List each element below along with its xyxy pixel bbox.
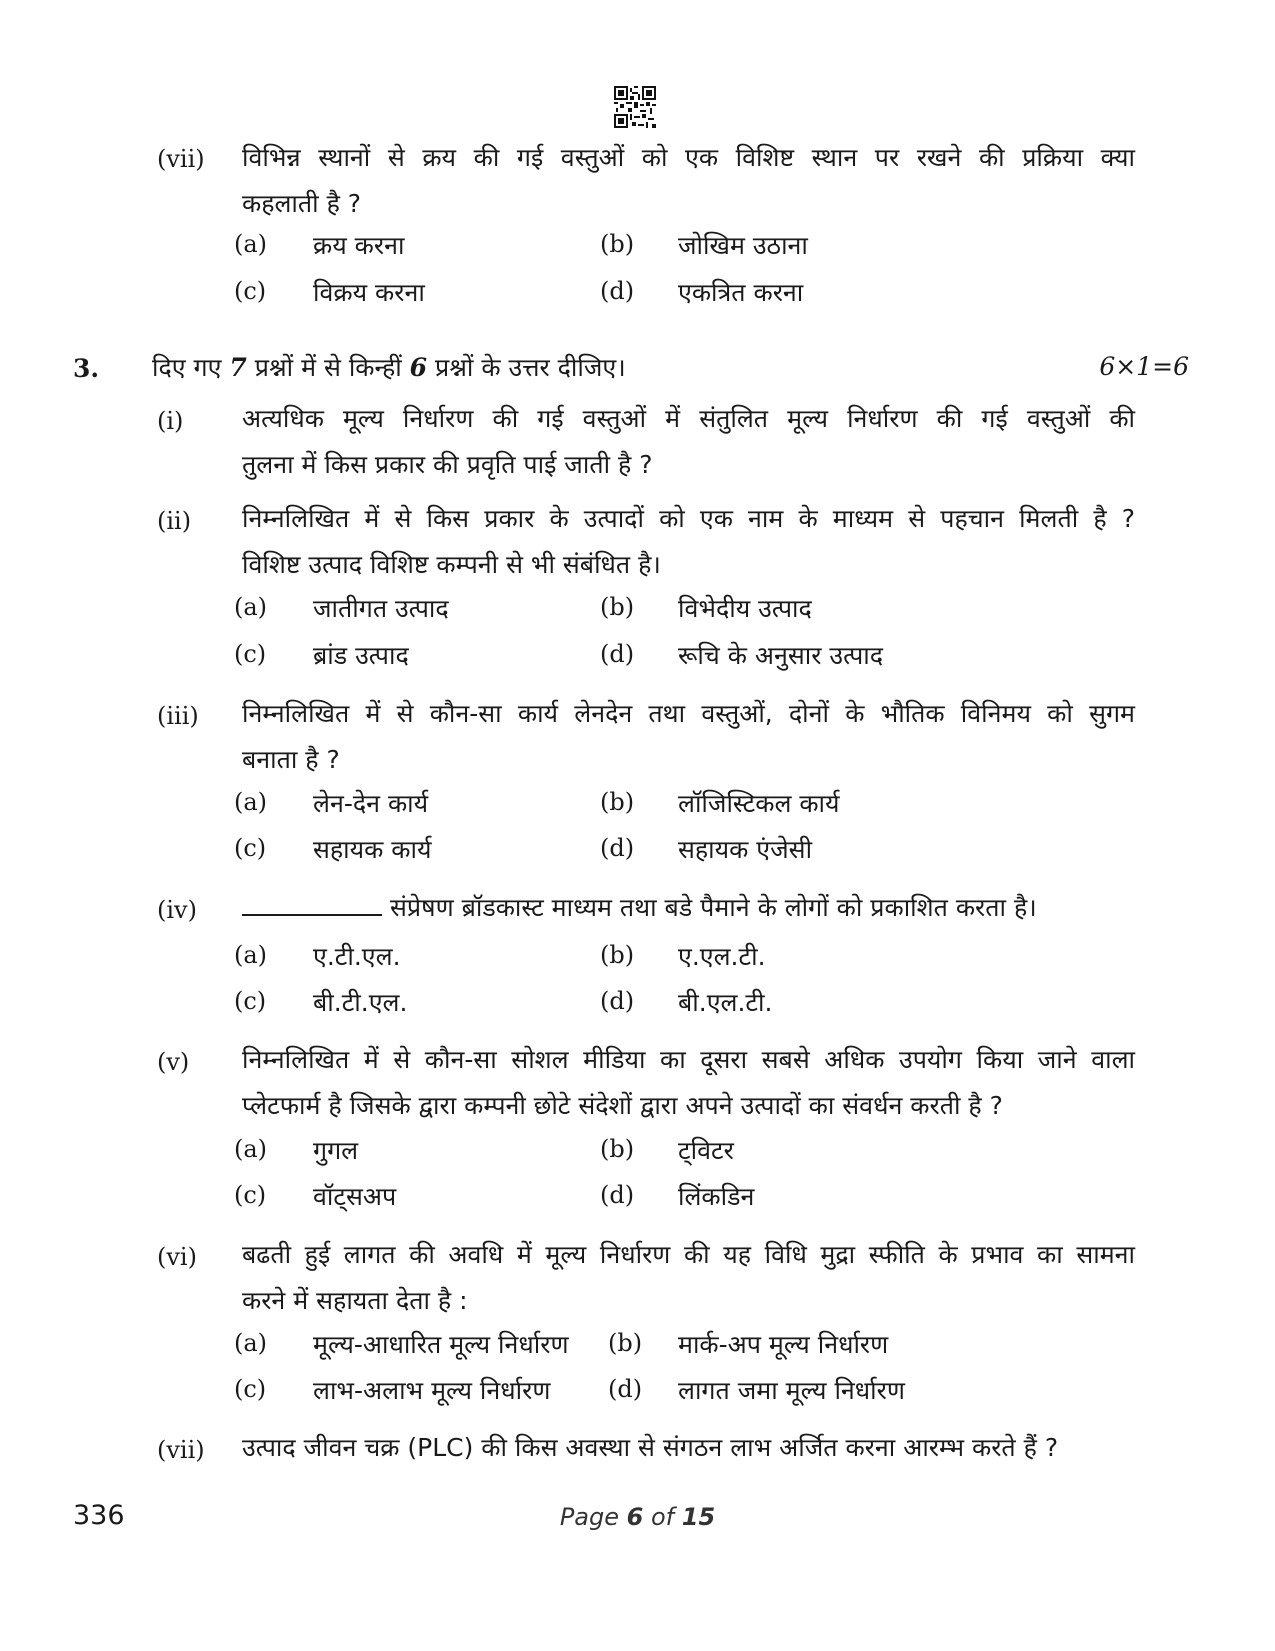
section-instruction: दिए गए 7 प्रश्नों में से किन्हीं 6 प्रश्नों के उत्तर दीजिए। [152,353,626,382]
question-line: अत्यधिक मूल्य निर्धारण की गई वस्तुओं में संतुलित मूल्य निर्धारण की गई वस्तुओं की [242,404,1135,433]
option-label: (d) [600,1181,635,1209]
option-label: (c) [234,640,267,668]
option-text: क्रय करना [313,231,405,260]
option-text: ए.एल.टी. [678,942,766,971]
option-label: (b) [600,788,635,816]
qr-code [614,86,656,128]
question-line: बढती हुई लागत की अवधि में मूल्य निर्धारण की यह विधि मुद्रा स्फीति के प्रभाव का सामना [242,1240,1135,1269]
option-label: (a) [234,1329,268,1357]
question-text [242,1425,1135,1471]
option-text: ए.टी.एल. [313,942,401,971]
option-text: लिंकडिन [678,1182,755,1211]
option-label: (c) [234,834,267,862]
option-text: बी.टी.एल. [313,988,408,1017]
question-line: निम्नलिखित में से कौन-सा कार्य लेनदेन तथा वस्तुओं, दोनों के भौतिक विनिमय को सुगम [242,699,1135,728]
option-text: बी.एल.टी. [678,988,773,1017]
option-label: (b) [600,230,635,258]
option-label: (c) [234,987,267,1015]
option-text: रूचि के अनुसार उत्पाद [678,641,884,670]
option-label: (d) [608,1375,643,1403]
section-number: 3. [73,354,100,383]
question-number: (vii) [157,145,205,173]
question-line: कहलाती है ? [242,189,362,218]
option-label: (d) [600,640,635,668]
question-line: तुलना में किस प्रकार की प्रवृति पाई जाती है ? [242,450,653,479]
option-text: जातीगत उत्पाद [313,594,449,623]
question-number: (vi) [157,1243,197,1271]
question-line: विशिष्ट उत्पाद विशिष्ट कम्पनी से भी संबंधित है। [242,550,661,579]
question-line: करने में सहायता देता है : [242,1286,468,1315]
option-text: ब्रांड उत्पाद [313,641,409,670]
option-text: सहायक कार्य [313,835,432,864]
option-label: (b) [600,941,635,969]
question-number: (vii) [157,1436,205,1464]
option-label: (a) [234,1135,268,1163]
question-number: (iv) [157,896,197,924]
option-text: सहायक एंजेसी [678,835,813,864]
option-label: (a) [234,593,268,621]
option-text: लेन-देन कार्य [313,789,429,818]
option-text: गुगल [313,1136,359,1165]
option-text: एकत्रित करना [678,278,804,307]
option-text: विक्रय करना [313,278,425,307]
option-text: लॉजिस्टिकल कार्य [678,789,840,818]
question-number: (ii) [157,507,192,535]
option-label: (d) [600,987,635,1015]
question-line: उत्पाद जीवन चक्र (PLC) की किस अवस्था से संगठन लाभ अर्जित करना आरम्भ करते हैं ? [242,1433,1059,1462]
option-label: (d) [600,834,635,862]
option-label: (b) [600,593,635,621]
option-text: मूल्य-आधारित मूल्य निर्धारण [313,1330,569,1359]
paper-code: 336 [73,1500,125,1531]
option-label: (a) [234,230,268,258]
question-text [242,1232,1135,1324]
question-line: बनाता है ? [242,745,340,774]
option-label: (a) [234,941,268,969]
section-marks: 6×1=6 [1099,352,1189,381]
option-label: (b) [600,1135,635,1163]
option-label: (c) [234,277,267,305]
option-label: (a) [234,788,268,816]
option-text: वॉट्सअप [313,1182,397,1211]
question-text [242,135,1135,227]
option-text: लागत जमा मूल्य निर्धारण [678,1376,905,1405]
option-text: विभेदीय उत्पाद [678,594,812,623]
question-text [242,691,1135,783]
fill-in-blank [242,894,382,916]
option-text: मार्क-अप मूल्य निर्धारण [678,1330,889,1359]
option-label: (b) [608,1329,643,1357]
question-text [242,396,1135,488]
option-label: (d) [600,277,635,305]
question-line: विभिन्न स्थानों से क्रय की गई वस्तुओं को एक विशिष्ट स्थान पर रखने की प्रक्रिया क्या [242,143,1135,172]
question-line: संप्रेषण ब्रॉडकास्ट माध्यम तथा बडे पैमाने के लोगों को प्रकाशित करता है। [242,885,1135,931]
option-label: (c) [234,1181,267,1209]
question-number: (iii) [157,702,199,730]
option-text: ट्विटर [678,1136,734,1165]
question-text [242,1037,1135,1129]
option-text: लाभ-अलाभ मूल्य निर्धारण [313,1376,551,1405]
option-text: जोखिम उठाना [678,231,808,260]
question-number: (v) [157,1048,190,1076]
option-label: (c) [234,1375,267,1403]
question-text [242,885,1135,931]
question-number: (i) [157,407,184,435]
question-text [242,496,1135,588]
question-line: प्लेटफार्म है जिसके द्वारा कम्पनी छोटे संदेशों द्वारा अपने उत्पादों का संवर्धन करती है ? [242,1091,1003,1120]
page-footer: Page 6 of 15 [559,1503,716,1531]
question-line: निम्नलिखित में से किस प्रकार के उत्पादों को एक नाम के माध्यम से पहचान मिलती है ? [242,504,1135,533]
question-line: निम्नलिखित में से कौन-सा सोशल मीडिया का दूसरा सबसे अधिक उपयोग किया जाने वाला [242,1045,1135,1074]
